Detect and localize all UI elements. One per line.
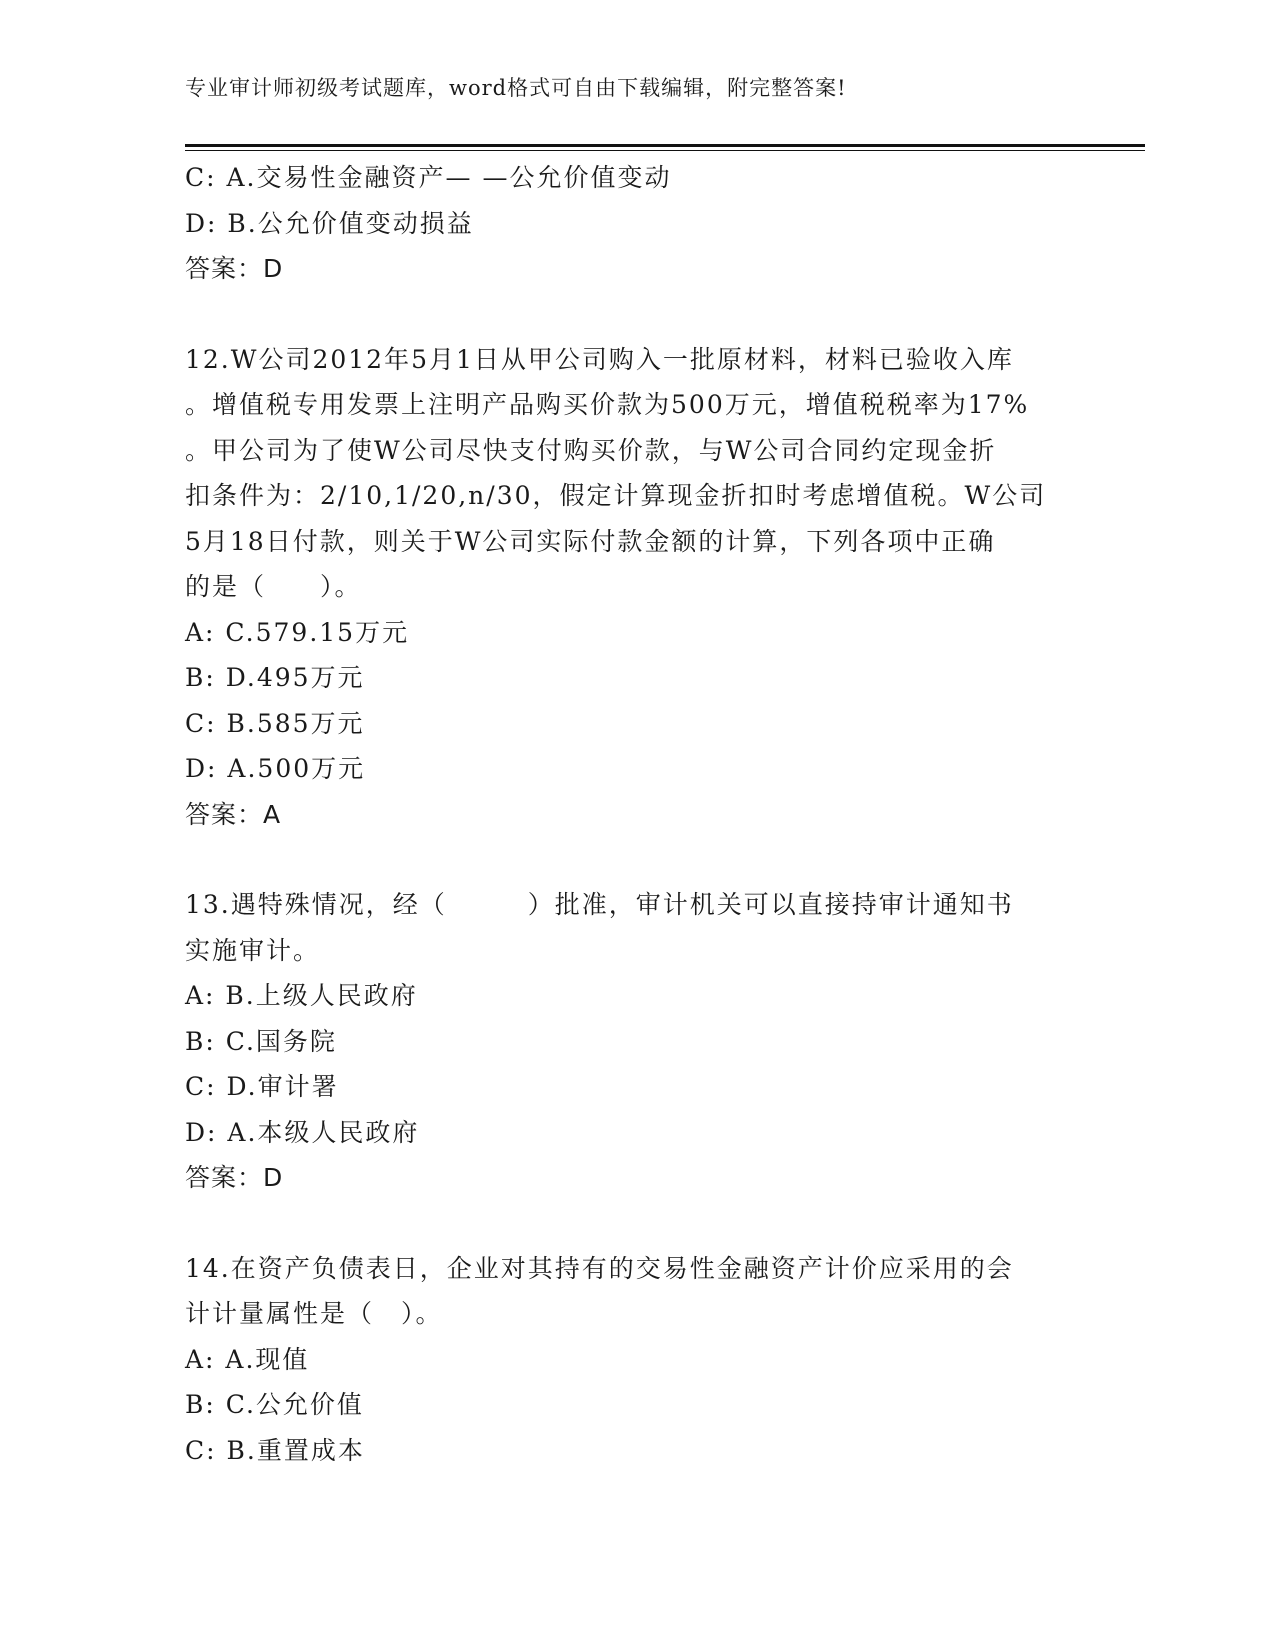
option-line: A: A.现值 (185, 1344, 310, 1374)
question-stem-line: 计计量属性是（ ）。 (185, 1299, 443, 1328)
answer-line: 答案：A (185, 799, 282, 829)
question-stem-line: 。甲公司为了使W公司尽快支付购买价款，与W公司合同约定现金折 (185, 435, 997, 465)
option-line: B: C.国务院 (185, 1026, 337, 1056)
option-line: B: C.公允价值 (185, 1390, 364, 1419)
question-13 (185, 882, 1085, 1201)
question-stem-line: 。增值税专用发票上注明产品购买价款为500万元，增值税税率为17% (185, 390, 1030, 419)
page-header: 专业审计师初级考试题库，word格式可自由下载编辑，附完整答案! (185, 76, 847, 100)
option-line: A: B.上级人民政府 (185, 981, 418, 1010)
header-rule-thick (185, 144, 1145, 147)
question-stem-line: 的是（ ）。 (185, 572, 362, 601)
answer-line: 答案：D (185, 254, 284, 283)
question-stem-line: 12.W公司2012年5月1日从甲公司购入一批原材料，材料已验收入库 (185, 344, 1014, 374)
question-stem-line: 13.遇特殊情况，经（ ）批准，审计机关可以直接持审计通知书 (185, 890, 1014, 919)
continued-question (185, 155, 1085, 292)
option-line: C: D.审计署 (185, 1072, 339, 1101)
option-line: C: B.585万元 (185, 708, 365, 738)
answer-line: 答案：D (185, 1163, 284, 1192)
question-stem-line: 实施审计。 (185, 935, 321, 965)
question-12 (185, 337, 1085, 838)
option-line: B: D.495万元 (185, 663, 365, 692)
header-rule-thin (185, 150, 1145, 151)
document-content (185, 155, 1085, 1473)
option-line: C: A.交易性金融资产— —公允价值变动 (185, 163, 672, 192)
question-stem-line: 5月18日付款，则关于W公司实际付款金额的计算，下列各项中正确 (185, 526, 996, 556)
question-14 (185, 1246, 1085, 1474)
option-line: D: A.500万元 (185, 754, 366, 783)
question-stem-line: 扣条件为：2/10,1/20,n/30，假定计算现金折扣时考虑增值税。W公司 (185, 481, 1047, 510)
option-line: D: A.本级人民政府 (185, 1117, 420, 1147)
option-line: C: B.重置成本 (185, 1435, 365, 1465)
option-line: D: B.公允价值变动损益 (185, 208, 474, 238)
option-line: A: C.579.15万元 (185, 617, 410, 647)
question-stem-line: 14.在资产负债表日，企业对其持有的交易性金融资产计价应采用的会 (185, 1253, 1014, 1283)
